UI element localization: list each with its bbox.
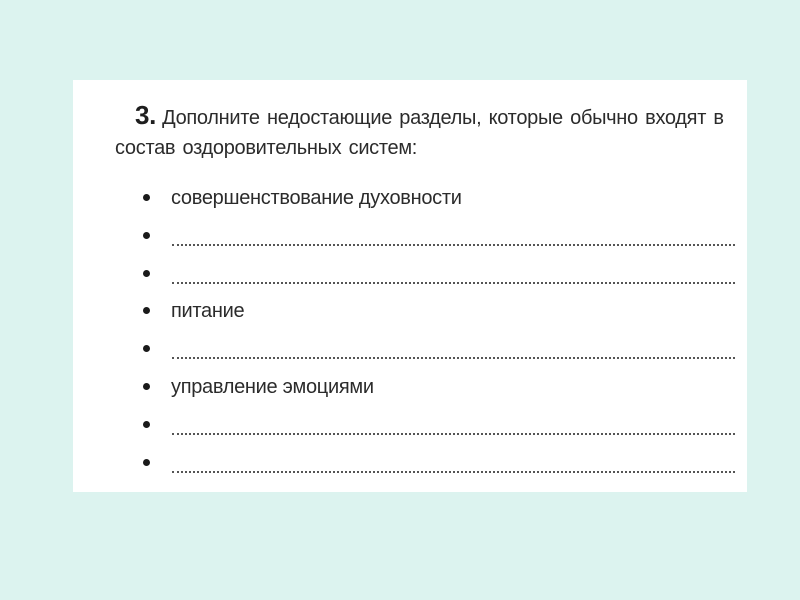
task-heading <box>115 100 735 163</box>
bullet-icon <box>143 421 150 428</box>
answer-blank-line[interactable] <box>172 282 735 284</box>
list-item-8 <box>143 445 735 483</box>
answer-blank-line[interactable] <box>172 357 735 359</box>
answer-blank-line[interactable] <box>172 433 735 435</box>
bullet-icon <box>143 270 150 277</box>
item-text: совершенствование духовности <box>171 187 462 209</box>
list-item-6 <box>143 369 735 407</box>
task-block <box>115 100 735 398</box>
list-item-5 <box>143 331 735 369</box>
task-instruction-part-2: состав оздоровительных систем: <box>115 137 418 159</box>
answer-blank-line[interactable] <box>172 244 735 246</box>
list-item-1 <box>143 180 735 218</box>
answer-list <box>143 180 735 482</box>
worksheet-page <box>73 80 747 492</box>
bullet-icon <box>143 459 150 466</box>
task-instruction-part-1: Дополните недостающие разделы, которые обычно входят в <box>162 107 724 129</box>
list-item-7 <box>143 407 735 445</box>
bullet-icon <box>143 307 150 314</box>
task-heading-line-1 <box>115 100 735 133</box>
list-item-2 <box>143 218 735 256</box>
bullet-icon <box>143 383 150 390</box>
task-number: 3. <box>135 100 157 130</box>
bullet-icon <box>143 345 150 352</box>
list-item-4 <box>143 293 735 331</box>
bullet-icon <box>143 194 150 201</box>
answer-blank-line[interactable] <box>172 471 735 473</box>
list-item-3 <box>143 256 735 294</box>
item-text: управление эмоциями <box>171 375 374 398</box>
item-text: питание <box>171 300 245 323</box>
bullet-icon <box>143 232 150 239</box>
